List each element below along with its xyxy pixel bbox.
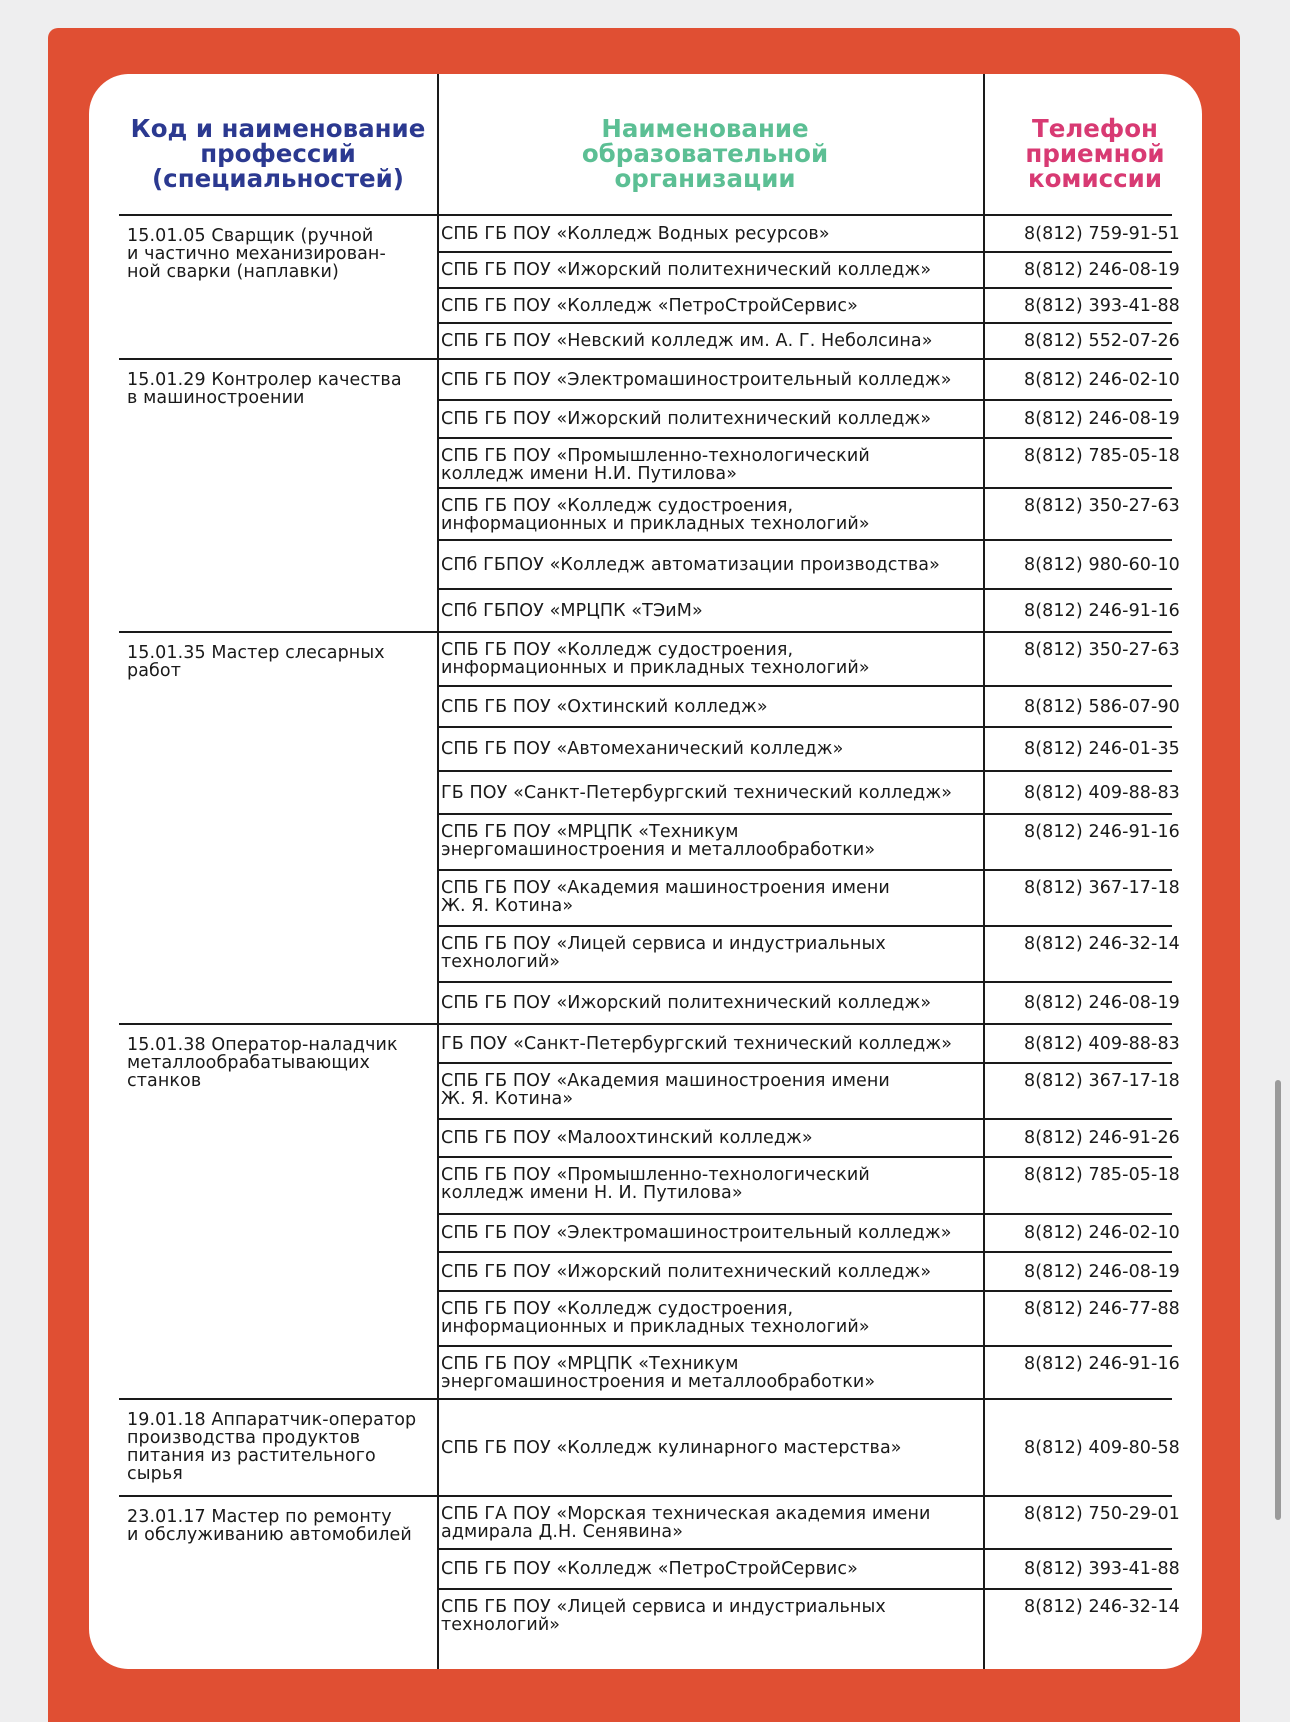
admission-phone[interactable]: 8(812) 350-27-63 bbox=[1024, 496, 1180, 516]
organization-name: СПБ ГБ ПОУ «Ижорский политехнический колледж» bbox=[441, 993, 932, 1013]
admission-phone[interactable]: 8(812) 246-32-14 bbox=[1024, 934, 1180, 954]
admission-phone[interactable]: 8(812) 409-88-83 bbox=[1024, 1034, 1180, 1054]
admission-phone[interactable]: 8(812) 367-17-18 bbox=[1024, 878, 1180, 898]
organization-name: ГБ ПОУ «Санкт-Петербургский технический колледж» bbox=[441, 783, 953, 803]
organization-name: СПБ ГБ ПОУ «Колледж судостроения, информационных и прикладных технологий» bbox=[441, 1299, 870, 1337]
admission-phone[interactable]: 8(812) 246-08-19 bbox=[1024, 409, 1180, 429]
organization-name: СПБ ГБ ПОУ «Колледж судостроения, информационных и прикладных технологий» bbox=[441, 496, 870, 534]
admission-phone[interactable]: 8(812) 393-41-88 bbox=[1024, 1559, 1180, 1579]
organization-name: СПБ ГБ ПОУ «Автомеханический колледж» bbox=[441, 739, 844, 759]
organization-name: СПб ГБПОУ «Колледж автоматизации производства» bbox=[441, 555, 940, 575]
row-divider bbox=[437, 1548, 1172, 1550]
column-divider bbox=[437, 74, 439, 1669]
specialty-food-apparatus: 19.01.18 Аппаратчик-оператор производства продуктов питания из растительного сырья bbox=[127, 1410, 417, 1484]
header-specialty: Код и наименование профессий (специальностей) bbox=[130, 114, 426, 193]
organization-name: СПБ ГБ ПОУ «Колледж судостроения, информационных и прикладных технологий» bbox=[441, 640, 870, 678]
specialty-quality-controller: 15.01.29 Контролер качества в машиностроении bbox=[127, 370, 402, 408]
organization-name: СПБ ГБ ПОУ «Академия машиностроения имени Ж. Я. Котина» bbox=[441, 1071, 890, 1109]
admission-phone[interactable]: 8(812) 246-91-26 bbox=[1024, 1128, 1180, 1148]
row-divider bbox=[437, 770, 1172, 772]
organization-name: СПБ ГБ ПОУ «Промышленно-технологический колледж имени Н.И. Путилова» bbox=[441, 446, 870, 484]
row-divider bbox=[437, 399, 1172, 401]
header-phone: Телефон приемной комиссии bbox=[1025, 114, 1165, 193]
group-divider bbox=[119, 1495, 1172, 1497]
organization-name: СПБ ГБ ПОУ «Невский колледж им. А. Г. Неболсина» bbox=[441, 331, 933, 351]
organization-name: СПБ ГА ПОУ «Морская техническая академия имени адмирала Д.Н. Сенявина» bbox=[441, 1504, 931, 1542]
admission-phone[interactable]: 8(812) 750-29-01 bbox=[1024, 1504, 1180, 1524]
colleges-table bbox=[119, 74, 1180, 1669]
row-divider bbox=[437, 869, 1172, 871]
organization-name: СПБ ГБ ПОУ «Промышленно-технологический колледж имени Н. И. Путилова» bbox=[441, 1165, 870, 1203]
row-divider bbox=[437, 539, 1172, 541]
row-divider bbox=[437, 1118, 1172, 1120]
row-divider bbox=[437, 1290, 1172, 1292]
organization-name: СПБ ГБ ПОУ «Электромашиностроительный колледж» bbox=[441, 1223, 952, 1243]
admission-phone[interactable]: 8(812) 246-08-19 bbox=[1024, 993, 1180, 1013]
organization-name: СПБ ГБ ПОУ «Академия машиностроения имени Ж. Я. Котина» bbox=[441, 878, 890, 916]
admission-phone[interactable]: 8(812) 246-08-19 bbox=[1024, 1262, 1180, 1282]
organization-name: СПБ ГБ ПОУ «Колледж Водных ресурсов» bbox=[441, 224, 830, 244]
organization-name: СПБ ГБ ПОУ «Лицей сервиса и индустриальных технологий» bbox=[441, 934, 886, 972]
organization-name: СПБ ГБ ПОУ «Малоохтинский колледж» bbox=[441, 1128, 813, 1148]
admission-phone[interactable]: 8(812) 246-02-10 bbox=[1024, 1223, 1180, 1243]
organization-name: СПБ ГБ ПОУ «Ижорский политехнический колледж» bbox=[441, 260, 932, 280]
row-divider bbox=[437, 287, 1172, 289]
admission-phone[interactable]: 8(812) 246-32-14 bbox=[1024, 1597, 1180, 1617]
row-divider bbox=[437, 813, 1172, 815]
group-divider bbox=[119, 358, 1172, 360]
specialty-welder: 15.01.05 Сварщик (ручной и частично механизирован- ной сварки (наплавки) bbox=[127, 226, 386, 282]
group-divider bbox=[119, 631, 1172, 633]
row-divider bbox=[437, 726, 1172, 728]
organization-name: СПБ ГБ ПОУ «Электромашиностроительный колледж» bbox=[441, 370, 952, 390]
row-divider bbox=[437, 1345, 1172, 1347]
admission-phone[interactable]: 8(812) 367-17-18 bbox=[1024, 1071, 1180, 1091]
row-divider bbox=[437, 588, 1172, 590]
admission-phone[interactable]: 8(812) 246-91-16 bbox=[1024, 601, 1180, 621]
organization-name: ГБ ПОУ «Санкт-Петербургский технический колледж» bbox=[441, 1034, 953, 1054]
organization-name: СПБ ГБ ПОУ «МРЦПК «Техникум энергомашиностроения и металлообработки» bbox=[441, 822, 876, 860]
admission-phone[interactable]: 8(812) 246-77-88 bbox=[1024, 1299, 1180, 1319]
group-divider bbox=[119, 1023, 1172, 1025]
group-divider bbox=[119, 1398, 1172, 1400]
admission-phone[interactable]: 8(812) 246-91-16 bbox=[1024, 822, 1180, 842]
row-divider bbox=[437, 981, 1172, 983]
row-divider bbox=[437, 487, 1172, 489]
row-divider bbox=[437, 251, 1172, 253]
admission-phone[interactable]: 8(812) 759-91-51 bbox=[1024, 224, 1180, 244]
admission-phone[interactable]: 8(812) 246-08-19 bbox=[1024, 260, 1180, 280]
table-card bbox=[89, 74, 1202, 1669]
row-divider bbox=[437, 1062, 1172, 1064]
admission-phone[interactable]: 8(812) 393-41-88 bbox=[1024, 296, 1180, 316]
organization-name: СПБ ГБ ПОУ «Колледж кулинарного мастерства» bbox=[441, 1438, 902, 1458]
admission-phone[interactable]: 8(812) 980-60-10 bbox=[1024, 555, 1180, 575]
row-divider bbox=[437, 1156, 1172, 1158]
header-organization: Наименование образовательной организации bbox=[581, 114, 829, 193]
specialty-locksmith: 15.01.35 Мастер слесарных работ bbox=[127, 643, 385, 681]
organization-name: СПб ГБПОУ «МРЦПК «ТЭиМ» bbox=[441, 601, 703, 621]
admission-phone[interactable]: 8(812) 552-07-26 bbox=[1024, 331, 1180, 351]
group-divider bbox=[119, 214, 1172, 216]
organization-name: СПБ ГБ ПОУ «Ижорский политехнический колледж» bbox=[441, 1262, 932, 1282]
column-divider bbox=[983, 74, 985, 1669]
organization-name: СПБ ГБ ПОУ «МРЦПК «Техникум энергомашиностроения и металлообработки» bbox=[441, 1354, 876, 1392]
specialty-auto-repair: 23.01.17 Мастер по ремонту и обслуживанию автомобилей bbox=[127, 1507, 412, 1545]
admission-phone[interactable]: 8(812) 586-07-90 bbox=[1024, 697, 1180, 717]
organization-name: СПБ ГБ ПОУ «Колледж «ПетроСтройСервис» bbox=[441, 296, 858, 316]
row-divider bbox=[437, 1588, 1172, 1590]
organization-name: СПБ ГБ ПОУ «Ижорский политехнический колледж» bbox=[441, 409, 932, 429]
row-divider bbox=[437, 437, 1172, 439]
row-divider bbox=[437, 925, 1172, 927]
admission-phone[interactable]: 8(812) 785-05-18 bbox=[1024, 1165, 1180, 1185]
row-divider bbox=[437, 1251, 1172, 1253]
admission-phone[interactable]: 8(812) 409-88-83 bbox=[1024, 783, 1180, 803]
row-divider bbox=[437, 322, 1172, 324]
admission-phone[interactable]: 8(812) 785-05-18 bbox=[1024, 446, 1180, 466]
organization-name: СПБ ГБ ПОУ «Охтинский колледж» bbox=[441, 697, 768, 717]
admission-phone[interactable]: 8(812) 350-27-63 bbox=[1024, 640, 1180, 660]
scrollbar-thumb[interactable] bbox=[1275, 1080, 1281, 1520]
organization-name: СПБ ГБ ПОУ «Колледж «ПетроСтройСервис» bbox=[441, 1559, 858, 1579]
admission-phone[interactable]: 8(812) 409-80-58 bbox=[1024, 1438, 1180, 1458]
admission-phone[interactable]: 8(812) 246-01-35 bbox=[1024, 739, 1180, 759]
admission-phone[interactable]: 8(812) 246-02-10 bbox=[1024, 370, 1180, 390]
row-divider bbox=[437, 1213, 1172, 1215]
specialty-cnc-operator: 15.01.38 Оператор-наладчик металлообрабатывающих станков bbox=[127, 1035, 398, 1091]
organization-name: СПБ ГБ ПОУ «Лицей сервиса и индустриальных технологий» bbox=[441, 1597, 886, 1635]
admission-phone[interactable]: 8(812) 246-91-16 bbox=[1024, 1354, 1180, 1374]
row-divider bbox=[437, 685, 1172, 687]
